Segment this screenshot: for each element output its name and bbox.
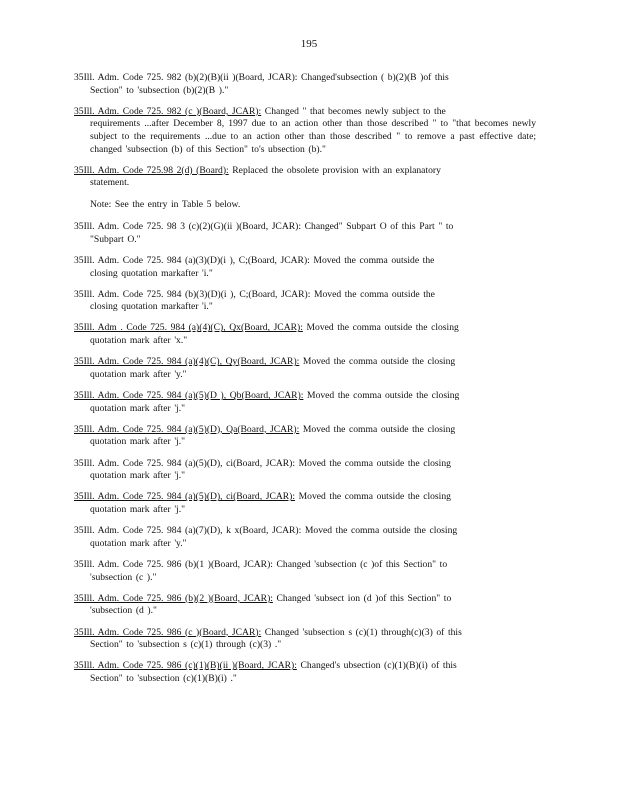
amendment-entry — [74, 390, 536, 415]
entry-text: Moved the comma outside the closing — [301, 525, 458, 537]
amendment-entry — [74, 627, 536, 652]
amendment-entry — [74, 491, 536, 516]
citation: 35Ill. Adm. Code 725. 984 (a)(5)(D), ci(Board, JCAR): — [74, 491, 296, 503]
amendment-entry — [74, 322, 536, 347]
entry-text: Replaced the obsolete provision with an explanatory — [228, 164, 441, 176]
entry-continuation: quotation mark after 'y." — [90, 368, 187, 380]
entry-text: Moved the comma outside the — [310, 288, 435, 300]
amendment-entry — [74, 221, 536, 246]
entry-continuation: closing quotation markafter 'i." — [90, 301, 213, 313]
citation: 35Ill. Adm . Code 725. 984 (a)(4)(C), Qx(Board, JCAR): — [74, 322, 303, 334]
entry-text: Changed'subsection ( b)(2)(B )of this — [297, 72, 449, 83]
amendment-entry — [74, 72, 536, 97]
entry-continuation: quotation mark after 'x." — [90, 335, 188, 347]
citation: 35Ill. Adm. Code 725. 986 (b)(2 )(Board, JCAR): — [74, 592, 273, 604]
entry-text: Moved the comma outside the closing — [295, 457, 451, 469]
page-number: 195 — [300, 38, 318, 50]
citation: 35Ill. Adm. Code 725. 984 (a)(5)(D), ci(Board, JCAR): — [74, 457, 296, 469]
entry-continuation: quotation mark after 'j." — [90, 470, 186, 482]
amendment-entry — [74, 559, 536, 584]
amendment-entry — [74, 660, 536, 685]
entry-text: Changed 'subsection (c )of this Section" to — [272, 558, 448, 570]
amendment-entry — [74, 356, 536, 381]
citation: 35Ill. Adm. Code 725. 984 (a)(7)(D), k x(Board, JCAR): — [74, 525, 302, 537]
amendment-entry — [74, 165, 536, 190]
amendment-entry — [74, 458, 536, 483]
entry-text: Moved the comma outside the closing — [302, 322, 459, 334]
entry-text: Changed's ubsection (c)(1)(B)(i) of this — [296, 660, 457, 672]
note-entry: Note: See the entry in Table 5 below. — [90, 198, 241, 210]
entry-continuation: requirements ...after December 8, 1997 due to an action other than those described " to "that becomes newly subject to the requirements ...due to an action other than those described " to remove a past effective date; changed 'subsection (b) of this Section" to's ubsection (b)." — [90, 118, 536, 155]
entry-text: Changed 'subsect ion (d )of this Section" to — [272, 592, 452, 604]
citation: 35Ill. Adm. Code 725. 984 (a)(4)(C), Qy(Board, JCAR): — [74, 356, 300, 368]
citation: 35Ill. Adm. Code 725. 984 (a)(3)(D)(i ), C;(Board, JCAR): — [74, 254, 310, 266]
amendment-entry — [74, 593, 536, 618]
entry-continuation: closing quotation markafter 'i." — [90, 267, 213, 279]
entry-continuation: "Subpart O." — [90, 233, 141, 245]
table-entries — [74, 72, 536, 694]
amendment-entry — [74, 424, 536, 449]
citation: 35Ill. Adm. Code 725. 984 (b)(3)(D)(i ), C;(Board, JCAR): — [74, 288, 311, 300]
entry-continuation: quotation mark after 'j." — [90, 503, 186, 515]
entry-continuation: Section" to 'subsection s (c)(1) through (c)(3) ." — [90, 639, 282, 651]
entry-text: Moved the comma outside the closing — [303, 390, 460, 402]
entry-continuation: 'subsection (d )." — [90, 605, 157, 617]
amendment-entry — [74, 289, 536, 314]
citation: 35Ill. Adm. Code 725. 98 3 (c)(2)(G)(ii )(Board, JCAR): — [74, 221, 302, 233]
entry-text: Moved the comma outside the — [309, 254, 435, 266]
entry-continuation: statement. — [90, 177, 130, 189]
citation: 35Ill. Adm. Code 725. 986 (b)(1 )(Board, JCAR): — [74, 558, 273, 570]
entry-continuation: Section" to 'subsection (b)(2)(B )." — [90, 84, 229, 96]
citation: 35Ill. Adm. Code 725. 982 (b)(2)(B)(ii )(Board, JCAR): — [74, 72, 298, 83]
amendment-entry — [74, 255, 536, 280]
amendment-entry — [74, 106, 536, 156]
amendment-entry — [74, 525, 536, 550]
citation: 35Ill. Adm. Code 725. 984 (a)(5)(D ), Qb(Board, JCAR): — [74, 390, 304, 402]
entry-continuation: 'subsection (c )." — [90, 571, 157, 583]
entry-continuation: quotation mark after 'j." — [90, 436, 186, 448]
entry-continuation: Section" to 'subsection (c)(1)(B)(i) ." — [90, 672, 237, 684]
entry-text: Changed" Subpart O of this Part " to — [301, 221, 454, 233]
citation: 35Ill. Adm. Code 725. 982 (c )(Board, JCAR): — [74, 105, 262, 117]
entry-text: Moved the comma outside the closing — [299, 356, 456, 368]
citation: 35Ill. Adm. Code 725. 986 (c)(1)(B)(ii )(Board, JCAR): — [74, 660, 297, 672]
citation: 35Ill. Adm. Code 725. 986 (c )(Board, JCAR): — [74, 626, 262, 638]
entry-continuation: quotation mark after 'y." — [90, 537, 187, 549]
entry-text: Moved the comma outside the closing — [299, 423, 456, 435]
entry-text: Changed " that becomes newly subject to the — [261, 105, 446, 117]
entry-continuation: quotation mark after 'j." — [90, 402, 186, 414]
citation: 35Ill. Adm. Code 725. 984 (a)(5)(D), Qa(Board, JCAR): — [74, 423, 300, 435]
citation: 35Ill. Adm. Code 725.98 2(d) (Board): — [74, 164, 229, 176]
entry-text: Changed 'subsection s (c)(1) through(c)(3) of this — [261, 626, 462, 638]
entry-text: Moved the comma outside the closing — [295, 491, 451, 503]
